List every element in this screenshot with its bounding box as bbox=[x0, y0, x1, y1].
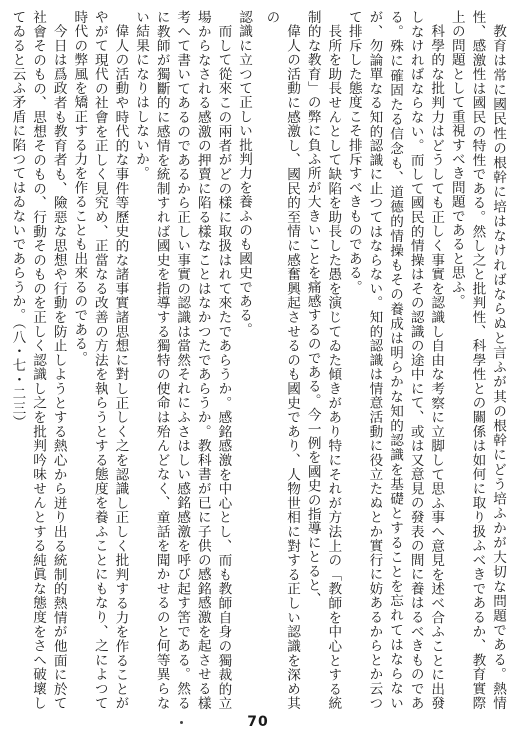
page-number: 70 bbox=[247, 714, 269, 730]
paragraph: 偉人の活動や時代的な事件等歷史的な諸事實諸思想に對し正しく之を認識し正しく批判する力を作ることがやがて現代の社會を正しく見究め、正當なる改善の方法を執らうとする態度を養ふことにもなり、之によつて時代の弊風を矯正する力を作ることも出來るのである。 bbox=[71, 10, 129, 710]
paragraph: 今日は爲政者も教育者も、險惡な思想や行動を防止しようとする熱心から迸り出る統制的熱情が他面に於て社會そのもの、思想そのもの、行動そのものを正しく認識し之を批判吟味せんとする純眞な態度をさへ破壞してゐると云ふ矛盾に陷つてはゐないであらうか。（八・七・二三） bbox=[9, 10, 67, 710]
text-column-left bbox=[8, 10, 254, 710]
paragraph: 長所を助長せんとして缺陷を助長した愚を演じてゐた傾きがあり特にそれが方法上の「教師を中心とする統制的な教育」の弊に負ふ所が大きいことを痛感するのである。今一例を國史の指導にとると、 bbox=[304, 10, 342, 710]
paragraph: 而して從來この兩者がどの樣に取扱はれて來たであらうか。感銘感激を中心とし、而も教師自身の獨裁的立場からなされる感激の押賣に陷る樣なことはなかつたであらうか。教科書が已に子供の感銘感激を起させる樣考へて書いてあるのであるから正しい事實の認識は當然それにふさはしい感銘感激を呼び起す筈である。然るに教師が獨斷的に感情を統制すれば國史を指導する獨特の使命は殆んどなく、童話を聞かせるのと何等異らない結果になりはしないか。 bbox=[133, 10, 232, 710]
paragraph: 偉人の活動に感激し、國民的至情に感奮興起させるのも國史であり、人物世相に對する正しい認識を深め其の bbox=[263, 10, 301, 710]
paragraph: 教育は常に國民性の根幹に培はなければならぬと言ふが其の根幹にどう培ふかが大切な問題である。熱情性、感激性は國民の特性である。然し之と批判性、科學性との關係は如何に取り扱ふべきであるか、教育實際上の問題として重視すべき問題であると思ふ。 bbox=[448, 10, 506, 710]
paragraph: 認識に立つて正しい批判力を養ふのも國史である。 bbox=[236, 10, 252, 337]
text-column-right bbox=[262, 10, 508, 710]
paragraph: 科學的な批判力はどうしても正しく事實を認識し自由な考察に立脚して思ふ事へ意見を述べ合ふことに出發しなければならない。而して國民的情操はその認識の途中にて、或は又意見の發表の間に養はるべきものである。殊に確固たる信念も、道德的情操もその養成は明らかな知的認識を基礎とすることを忘れてはならないが、勿論單なる知的認識に止つてはならない。知的認識は情意活動に役立たぬとか實行に妨あるからとか云つて排斥した態度こそ排斥すべきものである。 bbox=[345, 10, 445, 710]
